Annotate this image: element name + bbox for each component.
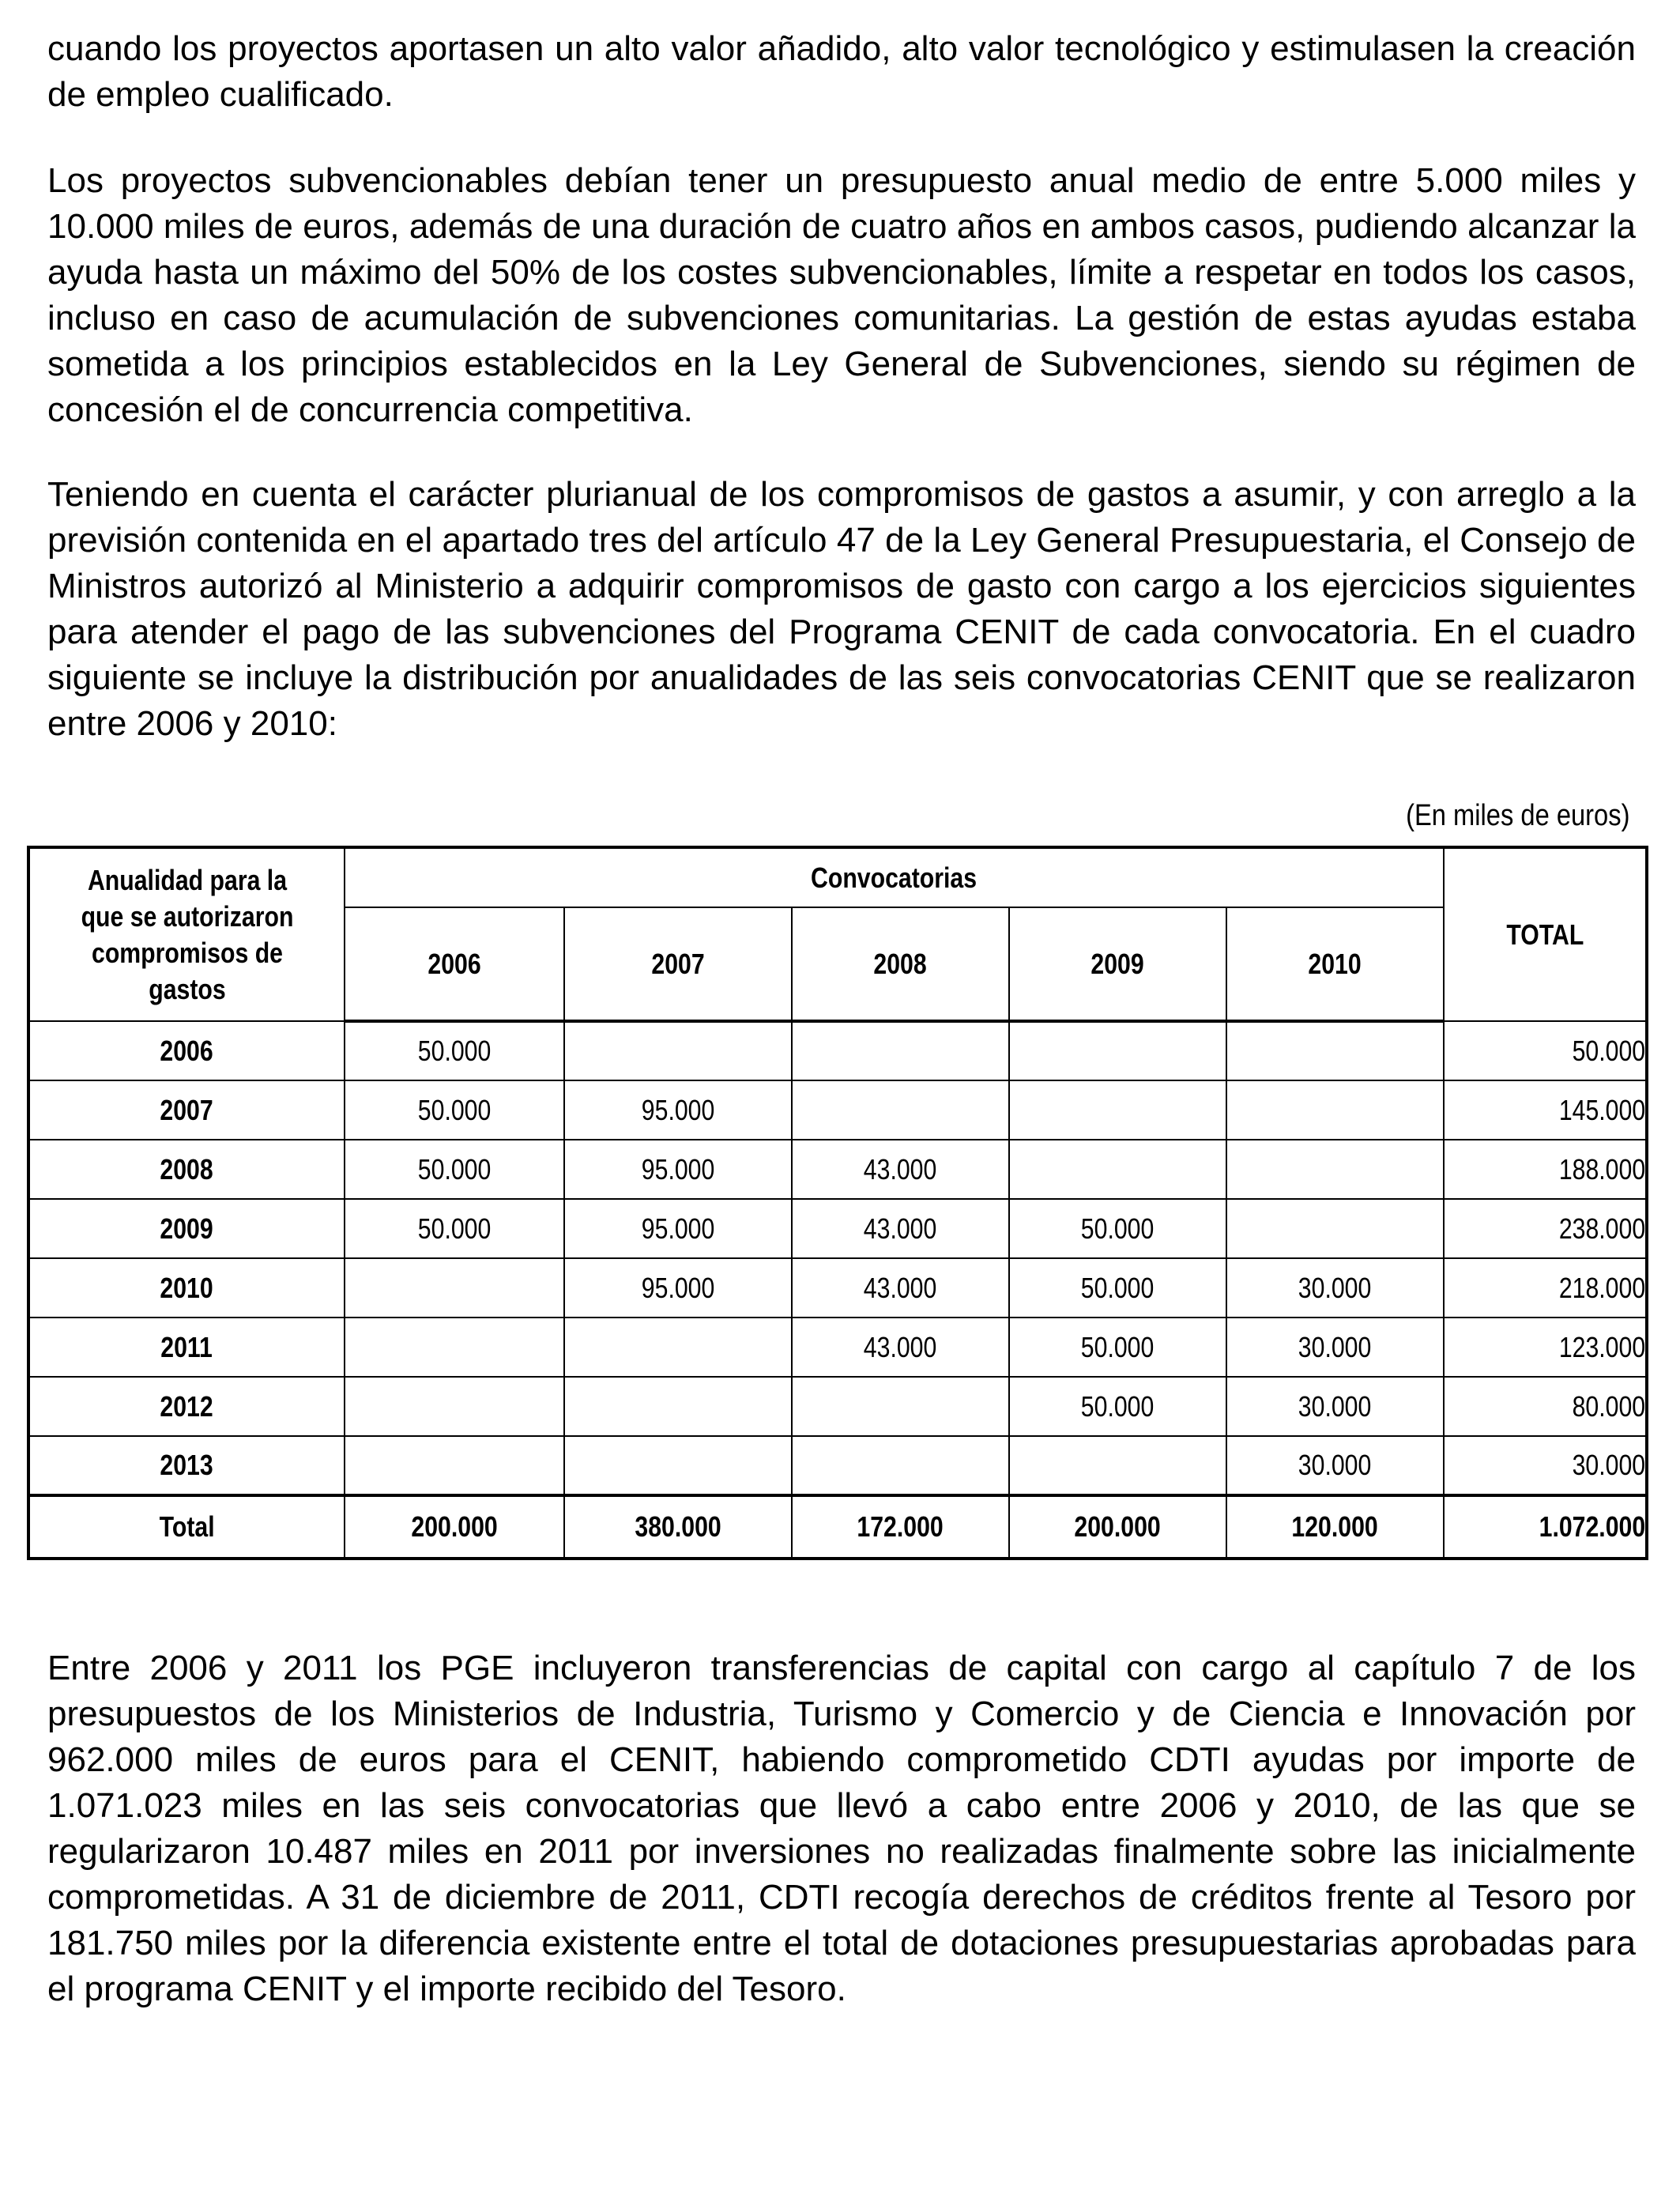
row-total: 218.000 (1444, 1258, 1647, 1318)
table-cell: 50.000 (1009, 1199, 1226, 1258)
total-row-label: Total (28, 1495, 345, 1559)
year-header-2010: 2010 (1226, 907, 1444, 1021)
table-cell: 50.000 (345, 1140, 564, 1199)
table-cell: 50.000 (345, 1080, 564, 1140)
table-cell: 50.000 (1009, 1377, 1226, 1436)
convocatorias-header-text: Convocatorias (811, 861, 977, 894)
table-units-note: (En miles de euros) (1405, 799, 1629, 832)
table-cell: 30.000 (1226, 1436, 1444, 1495)
table-cell: 95.000 (564, 1080, 792, 1140)
table-row (28, 1377, 1647, 1436)
table-cell: 43.000 (792, 1318, 1009, 1377)
table-cell (792, 1080, 1009, 1140)
table-cell (345, 1377, 564, 1436)
row-total: 80.000 (1444, 1377, 1647, 1436)
total-cell: 120.000 (1226, 1495, 1444, 1559)
row-year: 2013 (28, 1436, 345, 1495)
total-header-text: TOTAL (1506, 918, 1584, 951)
table-cell (564, 1318, 792, 1377)
row-total: 188.000 (1444, 1140, 1647, 1199)
row-total: 123.000 (1444, 1318, 1647, 1377)
table-cell (564, 1377, 792, 1436)
table-cell (792, 1436, 1009, 1495)
grand-total: 1.072.000 (1444, 1495, 1647, 1559)
table-cell (345, 1436, 564, 1495)
total-cell: 200.000 (345, 1495, 564, 1559)
table-total-row (28, 1495, 1647, 1559)
table-cell (345, 1318, 564, 1377)
row-year: 2006 (28, 1021, 345, 1080)
table-cell: 30.000 (1226, 1377, 1444, 1436)
table-cell (564, 1436, 792, 1495)
table-row (28, 1258, 1647, 1318)
table-cell: 43.000 (792, 1199, 1009, 1258)
table-cell (564, 1021, 792, 1080)
table-row (28, 1080, 1647, 1140)
table-cell (792, 1377, 1009, 1436)
table-cell: 43.000 (792, 1258, 1009, 1318)
table-row (28, 1140, 1647, 1199)
total-cell: 380.000 (564, 1495, 792, 1559)
total-cell: 200.000 (1009, 1495, 1226, 1559)
table-row (28, 1021, 1647, 1080)
row-year: 2010 (28, 1258, 345, 1318)
year-header-2007: 2007 (564, 907, 792, 1021)
table-cell: 95.000 (564, 1258, 792, 1318)
table-cell (1009, 1021, 1226, 1080)
table-cell (345, 1258, 564, 1318)
row-year: 2009 (28, 1199, 345, 1258)
table-cell (1226, 1140, 1444, 1199)
row-year: 2012 (28, 1377, 345, 1436)
year-header-2008: 2008 (792, 907, 1009, 1021)
table-cell (1226, 1021, 1444, 1080)
table-cell: 43.000 (792, 1140, 1009, 1199)
row-total: 145.000 (1444, 1080, 1647, 1140)
table-cell (1226, 1199, 1444, 1258)
table-cell: 50.000 (345, 1199, 564, 1258)
paragraph-3: Teniendo en cuenta el carácter plurianual de los compromisos de gastos a asumir, y con arreglo a la previsión contenida en el apartado tres del artículo 47 de la Ley General Presupuestaria, el Consejo de Ministros autorizó al Ministerio a adquirir compromisos de gasto con cargo a los ejercicios siguientes para atender el pago de las subvenciones del Programa CENIT de cada convocatoria. En el cuadro siguiente se incluye la distribución por anualidades de las seis convocatorias CENIT que se realizaron entre 2006 y 2010: (47, 475, 1636, 743)
table-cell: 30.000 (1226, 1258, 1444, 1318)
table-cell (1009, 1436, 1226, 1495)
table-cell: 95.000 (564, 1199, 792, 1258)
row-total: 50.000 (1444, 1021, 1647, 1080)
year-header-2006: 2006 (345, 907, 564, 1021)
table-cell (1009, 1080, 1226, 1140)
table-cell: 95.000 (564, 1140, 792, 1199)
row-year: 2008 (28, 1140, 345, 1199)
table-row (28, 1318, 1647, 1377)
table-cell: 50.000 (1009, 1318, 1226, 1377)
paragraph-4: Entre 2006 y 2011 los PGE incluyeron transferencias de capital con cargo al capítulo 7 de los presupuestos de los Ministerios de Industria, Turismo y Comercio y de Ciencia e Innovación por 962.000 miles de euros para el CENIT, habiendo comprometido CDTI ayudas por importe de 1.071.023 miles en las seis convocatorias que llevó a cabo entre 2006 y 2010, de las que se regularizaron 10.487 miles en 2011 por inversiones no realizadas finalmente sobre las inicialmente comprometidas. A 31 de diciembre de 2011, CDTI recogía derechos de créditos frente al Tesoro por 181.750 miles por la diferencia existente entre el total de dotaciones presupuestarias aprobadas para el programa CENIT y el importe recibido del Tesoro. (47, 1649, 1636, 2008)
row-year: 2011 (28, 1318, 345, 1377)
table-cell: 50.000 (345, 1021, 564, 1080)
convocatorias-header (345, 847, 1444, 907)
row-year: 2007 (28, 1080, 345, 1140)
table-cell (792, 1021, 1009, 1080)
corner-header-text: Anualidad para la que se autorizaron compromisos de gastos (81, 863, 293, 1005)
table-cell: 50.000 (1009, 1258, 1226, 1318)
year-header-2009: 2009 (1009, 907, 1226, 1021)
table-cell (1009, 1140, 1226, 1199)
row-total: 30.000 (1444, 1436, 1647, 1495)
paragraph-2: Los proyectos subvencionables debían tener un presupuesto anual medio de entre 5.000 miles y 10.000 miles de euros, además de una duración de cuatro años en ambos casos, pudiendo alcanzar la ayuda hasta un máximo del 50% de los costes subvencionables, límite a respetar en todos los casos, incluso en caso de acumulación de subvenciones comunitarias. La gestión de estas ayudas estaba sometida a los principios establecidos en la Ley General de Subvenciones, siendo su régimen de concesión el de concurrencia competitiva. (47, 161, 1636, 429)
table-cell (1226, 1080, 1444, 1140)
total-header (1444, 847, 1647, 1021)
paragraph-1: cuando los proyectos aportasen un alto valor añadido, alto valor tecnológico y estimulasen la creación de empleo cualificado. (47, 29, 1636, 114)
row-total: 238.000 (1444, 1199, 1647, 1258)
table-row (28, 1436, 1647, 1495)
total-cell: 172.000 (792, 1495, 1009, 1559)
table-row (28, 1199, 1647, 1258)
table-cell: 30.000 (1226, 1318, 1444, 1377)
cenit-commitments-table (27, 846, 1648, 1560)
corner-header (28, 847, 345, 1021)
